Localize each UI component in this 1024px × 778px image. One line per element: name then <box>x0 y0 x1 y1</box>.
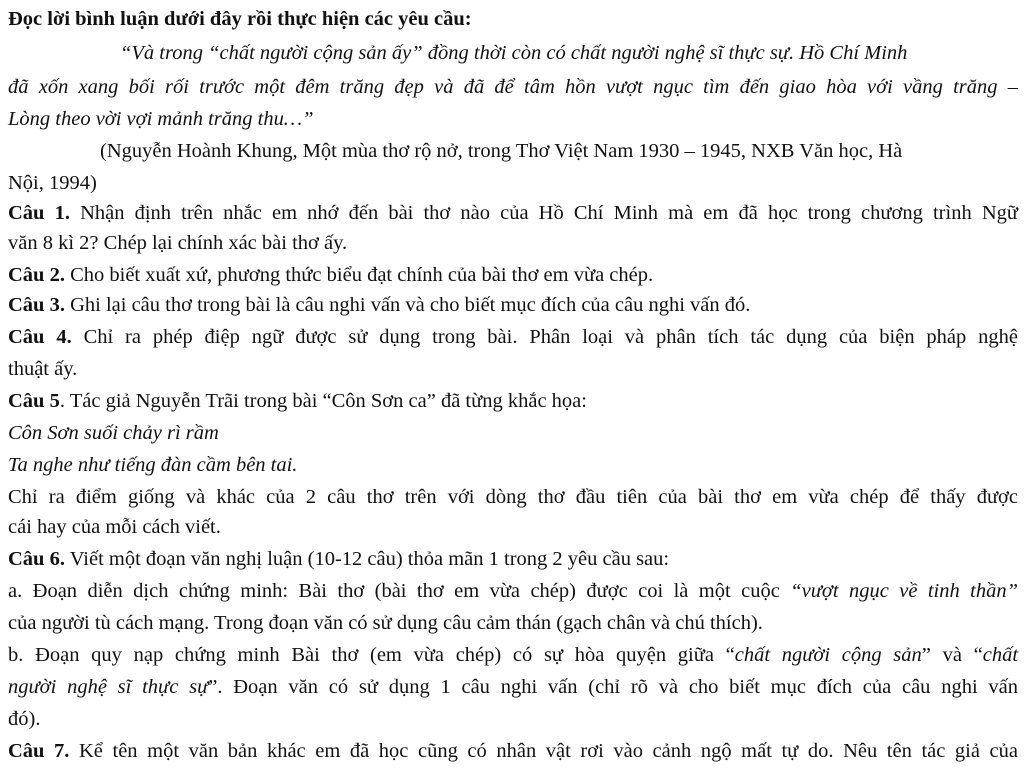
question-6-label: Câu 6. <box>8 548 65 570</box>
source-line-1: (Nguyễn Hoành Khung, Một mùa thơ rộ nở, trong Thơ Việt Nam 1930 – 1945, NXB Văn học, Hà <box>100 140 903 162</box>
question-4-line-1: Câu 4. Chỉ ra phép điệp ngữ được sử dụng trong bài. Phân loại và phân tích tác dụng của biện pháp nghệ <box>8 326 1018 348</box>
question-2: Câu 2. Cho biết xuất xứ, phương thức biểu đạt chính của bài thơ em vừa chép. <box>8 264 654 286</box>
question-5-line-1: Câu 5. Tác giả Nguyễn Trãi trong bài “Côn Sơn ca” đã từng khắc họa: <box>8 390 587 412</box>
quote-line-2: đã xốn xang bối rối trước một đêm trăng đẹp và đã để tâm hồn vượt ngục tìm đến giao hòa với vầng trăng – <box>8 76 1018 98</box>
verse-line-2: Ta nghe như tiếng đàn cầm bên tai. <box>8 454 298 476</box>
question-1-label: Câu 1. <box>8 202 70 224</box>
question-2-label: Câu 2. <box>8 264 65 286</box>
quote-line-1: “Và trong “chất người cộng sản ấy” đồng thời còn có chất người nghệ sĩ thực sự. Hồ Chí Minh <box>120 42 908 64</box>
heading: Đọc lời bình luận dưới đây rồi thực hiện các yêu cầu: <box>8 8 472 30</box>
question-6b-line-3: đó). <box>8 708 41 730</box>
question-3: Câu 3. Ghi lại câu thơ trong bài là câu nghi vấn và cho biết mục đích của câu nghi vấn đó. <box>8 294 751 316</box>
question-1-line-2: văn 8 kì 2? Chép lại chính xác bài thơ ấy. <box>8 232 348 254</box>
question-7: Câu 7. Kể tên một văn bản khác em đã học cũng có nhân vật rơi vào cảnh ngộ mất tự do. Nêu tên tác giả của <box>8 740 1018 762</box>
question-6a-line-2: của người tù cách mạng. Trong đoạn văn có sử dụng câu cảm thán (gạch chân và chú thích). <box>8 612 763 634</box>
question-4-line-2: thuật ấy. <box>8 358 78 380</box>
quote-line-3: Lòng theo vời vợi mảnh trăng thu…” <box>8 108 314 130</box>
question-5-line-4: cái hay của mỗi cách viết. <box>8 516 221 538</box>
question-5-label: Câu 5 <box>8 390 60 412</box>
question-7-label: Câu 7. <box>8 740 70 762</box>
source-line-2: Nội, 1994) <box>8 172 97 194</box>
question-6: Câu 6. Viết một đoạn văn nghị luận (10-12 câu) thỏa mãn 1 trong 2 yêu cầu sau: <box>8 548 670 570</box>
question-4-label: Câu 4. <box>8 326 72 348</box>
verse-line-1: Côn Sơn suối chảy rì rầm <box>8 422 219 444</box>
question-6a-line-1: a. Đoạn diễn dịch chứng minh: Bài thơ (bài thơ em vừa chép) được coi là một cuộc “vượt ngục về tinh thần” <box>8 580 1018 602</box>
question-6b-line-2: người nghệ sĩ thực sự”. Đoạn văn có sử dụng 1 câu nghi vấn (chỉ rõ và cho biết mục đích của câu nghi vấn <box>8 676 1018 698</box>
question-3-label: Câu 3. <box>8 294 65 316</box>
question-6b-line-1: b. Đoạn quy nạp chứng minh Bài thơ (em vừa chép) có sự hòa quyện giữa “chất người cộng sản” và “chất <box>8 644 1019 666</box>
question-1-line-1: Câu 1. Nhận định trên nhắc em nhớ đến bài thơ nào của Hồ Chí Minh mà em đã học trong chương trình Ngữ <box>8 202 1018 224</box>
question-5-line-3: Chỉ ra điểm giống và khác của 2 câu thơ trên với dòng thơ đầu tiên của bài thơ em vừa chép để thấy được <box>8 486 1018 508</box>
